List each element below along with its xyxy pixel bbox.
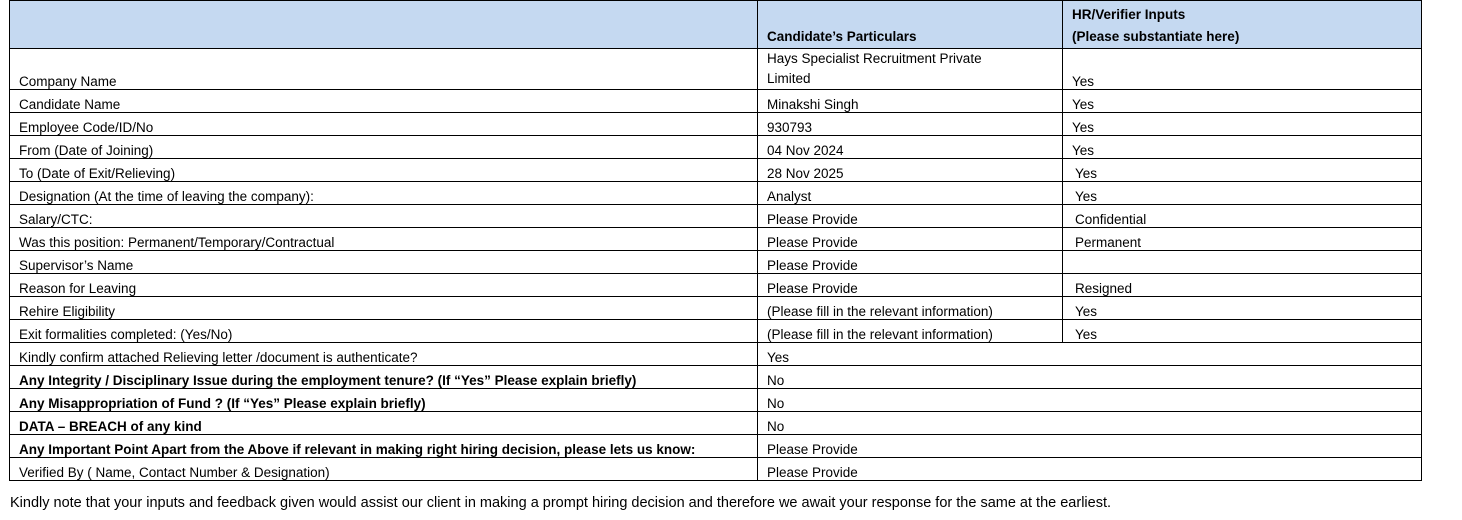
row-label: Was this position: Permanent/Temporary/Contractual — [10, 228, 758, 251]
row-label: Rehire Eligibility — [10, 297, 758, 320]
row-label: Any Integrity / Disciplinary Issue during the employment tenure? (If “Yes” Please explain briefly) — [10, 366, 758, 389]
table-row — [10, 113, 1422, 136]
table-row — [10, 366, 1422, 389]
header-field — [10, 1, 758, 49]
header-particulars — [758, 1, 1063, 49]
row-value: Please Provide — [758, 458, 1422, 481]
row-verifier-input: Yes — [1063, 320, 1422, 343]
table-row — [10, 320, 1422, 343]
footer-note: Kindly note that your inputs and feedback given would assist our client in making a prompt hiring decision and therefore we await your response for the same at the earliest. — [10, 495, 1112, 511]
row-label: Designation (At the time of leaving the company): — [10, 182, 758, 205]
row-particulars: 04 Nov 2024 — [758, 136, 1063, 159]
header-row — [10, 1, 1422, 49]
table-row — [10, 389, 1422, 412]
header-particulars-label: Candidate’s Particulars — [767, 29, 917, 44]
table-row — [10, 159, 1422, 182]
row-label: Supervisor’s Name — [10, 251, 758, 274]
table-row — [10, 228, 1422, 251]
verification-table — [9, 0, 1422, 481]
row-label: Exit formalities completed: (Yes/No) — [10, 320, 758, 343]
row-verifier-input: Yes — [1063, 136, 1422, 159]
table-row — [10, 297, 1422, 320]
row-verifier-input — [1063, 251, 1422, 274]
header-verifier-line1: HR/Verifier Inputs — [1072, 7, 1186, 22]
table-row — [10, 136, 1422, 159]
row-verifier-input: Yes — [1063, 49, 1422, 90]
row-verifier-input: Confidential — [1063, 205, 1422, 228]
row-label: DATA – BREACH of any kind — [10, 412, 758, 435]
row-value: No — [758, 366, 1422, 389]
row-label: To (Date of Exit/Relieving) — [10, 159, 758, 182]
row-particulars: (Please fill in the relevant information) — [758, 320, 1063, 343]
row-particulars: 930793 — [758, 113, 1063, 136]
row-label: From (Date of Joining) — [10, 136, 758, 159]
row-label: Any Misappropriation of Fund ? (If “Yes” Please explain briefly) — [10, 389, 758, 412]
row-particulars: (Please fill in the relevant information) — [758, 297, 1063, 320]
row-label: Kindly confirm attached Relieving letter /document is authenticate? — [10, 343, 758, 366]
row-particulars: Analyst — [758, 182, 1063, 205]
table-row — [10, 343, 1422, 366]
row-label: Candidate Name — [10, 90, 758, 113]
header-verifier — [1063, 1, 1422, 49]
row-label: Company Name — [10, 49, 758, 90]
table-row — [10, 205, 1422, 228]
header-verifier-line2: (Please substantiate here) — [1072, 29, 1240, 44]
row-particulars: Please Provide — [758, 228, 1063, 251]
table-row — [10, 251, 1422, 274]
table-row — [10, 435, 1422, 458]
row-value: No — [758, 389, 1422, 412]
row-value: Please Provide — [758, 435, 1422, 458]
row-label: Any Important Point Apart from the Above if relevant in making right hiring decision, please lets us know: — [10, 435, 758, 458]
row-value: No — [758, 412, 1422, 435]
table-row — [10, 274, 1422, 297]
row-verifier-input: Yes — [1063, 182, 1422, 205]
row-label: Reason for Leaving — [10, 274, 758, 297]
row-particulars: 28 Nov 2025 — [758, 159, 1063, 182]
row-particulars: Hays Specialist Recruitment Private Limited — [758, 49, 1063, 90]
row-label: Salary/CTC: — [10, 205, 758, 228]
table-row — [10, 49, 1422, 90]
row-verifier-input: Yes — [1063, 90, 1422, 113]
row-value: Yes — [758, 343, 1422, 366]
row-particulars: Please Provide — [758, 205, 1063, 228]
row-verifier-input: Yes — [1063, 113, 1422, 136]
row-verifier-input: Yes — [1063, 159, 1422, 182]
row-verifier-input: Resigned — [1063, 274, 1422, 297]
row-verifier-input: Yes — [1063, 297, 1422, 320]
row-particulars: Please Provide — [758, 274, 1063, 297]
row-particulars: Please Provide — [758, 251, 1063, 274]
row-particulars: Minakshi Singh — [758, 90, 1063, 113]
table-row — [10, 412, 1422, 435]
table-row — [10, 458, 1422, 481]
row-label: Verified By ( Name, Contact Number & Designation) — [10, 458, 758, 481]
row-verifier-input: Permanent — [1063, 228, 1422, 251]
table-row — [10, 90, 1422, 113]
row-label: Employee Code/ID/No — [10, 113, 758, 136]
table-row — [10, 182, 1422, 205]
